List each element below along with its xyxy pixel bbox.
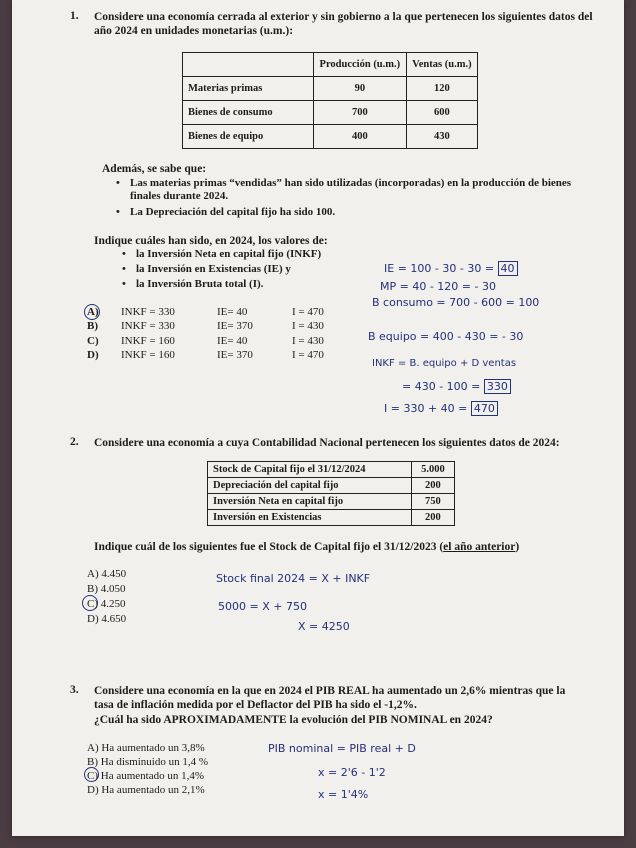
row-label: Depreciación del capital fijo xyxy=(208,478,412,494)
q3-option-d[interactable]: D) Ha aumentado un 2,1% xyxy=(87,784,205,796)
row-label: Inversión en Existencias xyxy=(208,510,412,526)
ventas-value: 600 xyxy=(406,101,477,125)
row-value: 200 xyxy=(411,478,454,494)
option-inkf: INKF = 330 xyxy=(121,320,175,332)
q1-th-ventas: Ventas (u.m.) xyxy=(406,53,477,77)
option-ie: IE= 40 xyxy=(217,306,248,318)
produccion-value: 400 xyxy=(314,125,407,149)
option-letter: C) xyxy=(87,335,99,347)
handwritten-note: x = 2'6 - 1'2 xyxy=(318,766,386,779)
q2-ask: Indique cuál de los siguientes fue el Stock de Capital fijo el 31/12/2023 (el año anterior) xyxy=(94,541,520,553)
q1-bullet-1: • Las materias primas “vendidas” han sido utilizadas (incorporadas) en la producción de bienes finales durante 2024. xyxy=(130,177,600,203)
q1-also: Además, se sabe que: xyxy=(102,163,207,175)
handwritten-note: IE = 100 - 30 - 30 = 40 xyxy=(384,262,518,275)
handwritten-note: B equipo = 400 - 430 = - 30 xyxy=(368,330,524,343)
option-ie: IE= 370 xyxy=(217,349,253,361)
q2-option-c[interactable]: C) 4.250 xyxy=(87,598,126,610)
row-label: Materias primas xyxy=(183,77,314,101)
q3-option-c[interactable]: C) Ha aumentado un 1,4% xyxy=(87,770,204,782)
option-letter: D) xyxy=(87,349,99,361)
q2-table xyxy=(207,461,455,526)
q1-option-d[interactable] xyxy=(87,349,324,361)
row-label: Bienes de consumo xyxy=(183,101,314,125)
q1-option-c[interactable] xyxy=(87,335,324,347)
option-i: I = 430 xyxy=(292,320,324,332)
option-inkf: INKF = 160 xyxy=(121,335,175,347)
option-i: I = 430 xyxy=(292,335,324,347)
q3-intro: Considere una economía en la que en 2024 el PIB REAL ha aumentado un 2,6% mientras que la tasa de inflación medida por el Deflactor del PIB ha sido el -1,2%. xyxy=(94,685,566,711)
row-label: Inversión Neta en capital fijo xyxy=(208,494,412,510)
q3-number: 3. xyxy=(70,684,79,696)
produccion-value: 700 xyxy=(314,101,407,125)
row-label: Stock de Capital fijo el 31/12/2024 xyxy=(208,462,412,478)
handwritten-note: x = 1'4% xyxy=(318,788,369,801)
option-letter: B) xyxy=(87,320,98,332)
handwritten-note: 5000 = X + 750 xyxy=(218,600,307,613)
produccion-value: 90 xyxy=(314,77,407,101)
handwritten-note: = 430 - 100 = 330 xyxy=(402,380,511,393)
handwritten-note: X = 4250 xyxy=(298,620,350,633)
handwritten-note: INKF = B. equipo + D ventas xyxy=(372,358,517,369)
option-ie: IE= 40 xyxy=(217,335,248,347)
q1-ask-item-2: • la Inversión en Existencias (IE) y xyxy=(136,263,291,276)
q2-option-a[interactable]: A) 4.450 xyxy=(87,568,127,580)
q1-table xyxy=(182,52,478,149)
table-row xyxy=(208,510,455,526)
exam-page xyxy=(12,0,624,836)
table-row xyxy=(183,125,478,149)
row-value: 750 xyxy=(411,494,454,510)
ventas-value: 120 xyxy=(406,77,477,101)
option-inkf: INKF = 330 xyxy=(121,306,175,318)
q1-th-produccion: Producción (u.m.) xyxy=(314,53,407,77)
q1-number: 1. xyxy=(70,10,79,22)
handwritten-note: MP = 40 - 120 = - 30 xyxy=(380,280,496,293)
handwritten-note: B consumo = 700 - 600 = 100 xyxy=(372,296,540,309)
q1-ask-item-3: • la Inversión Bruta total (I). xyxy=(136,278,263,291)
q1-option-b[interactable] xyxy=(87,320,324,332)
q1-bullet-2: • La Depreciación del capital fijo ha sido 100. xyxy=(130,206,600,219)
handwritten-note: Stock final 2024 = X + INKF xyxy=(216,572,371,585)
q1-th-empty xyxy=(183,53,314,77)
option-inkf: INKF = 160 xyxy=(121,349,175,361)
table-row xyxy=(183,77,478,101)
q2-number: 2. xyxy=(70,436,79,448)
q3-option-b[interactable]: B) Ha disminuido un 1,4 % xyxy=(87,756,208,768)
option-i: I = 470 xyxy=(292,306,324,318)
q1-option-a[interactable] xyxy=(87,306,324,318)
q2-option-b[interactable]: B) 4.050 xyxy=(87,583,126,595)
q1-ask: Indique cuáles han sido, en 2024, los valores de: xyxy=(94,235,328,247)
table-row xyxy=(208,478,455,494)
option-ie: IE= 370 xyxy=(217,320,253,332)
option-letter: A) xyxy=(87,306,99,318)
handwritten-note: PIB nominal = PIB real + D xyxy=(268,742,416,755)
row-value: 5.000 xyxy=(411,462,454,478)
table-row xyxy=(183,101,478,125)
table-row xyxy=(208,494,455,510)
table-row xyxy=(208,462,455,478)
q3-option-a[interactable]: A) Ha aumentado un 3,8% xyxy=(87,742,205,754)
row-label: Bienes de equipo xyxy=(183,125,314,149)
q2-option-d[interactable]: D) 4.650 xyxy=(87,613,127,625)
q2-intro: Considere una economía a cuya Contabilidad Nacional pertenecen los siguientes datos de 2024: xyxy=(94,437,560,449)
ventas-value: 430 xyxy=(406,125,477,149)
handwritten-note: I = 330 + 40 = 470 xyxy=(384,402,498,415)
q3-ask: ¿Cuál ha sido APROXIMADAMENTE la evolución del PIB NOMINAL en 2024? xyxy=(94,714,493,726)
q1-intro: Considere una economía cerrada al exterior y sin gobierno a la que pertenecen los siguientes datos del año 2024 en unidades monetarias (u.m.): xyxy=(94,11,593,37)
q1-ask-item-1: • la Inversión Neta en capital fijo (INKF) xyxy=(136,248,321,261)
row-value: 200 xyxy=(411,510,454,526)
option-i: I = 470 xyxy=(292,349,324,361)
